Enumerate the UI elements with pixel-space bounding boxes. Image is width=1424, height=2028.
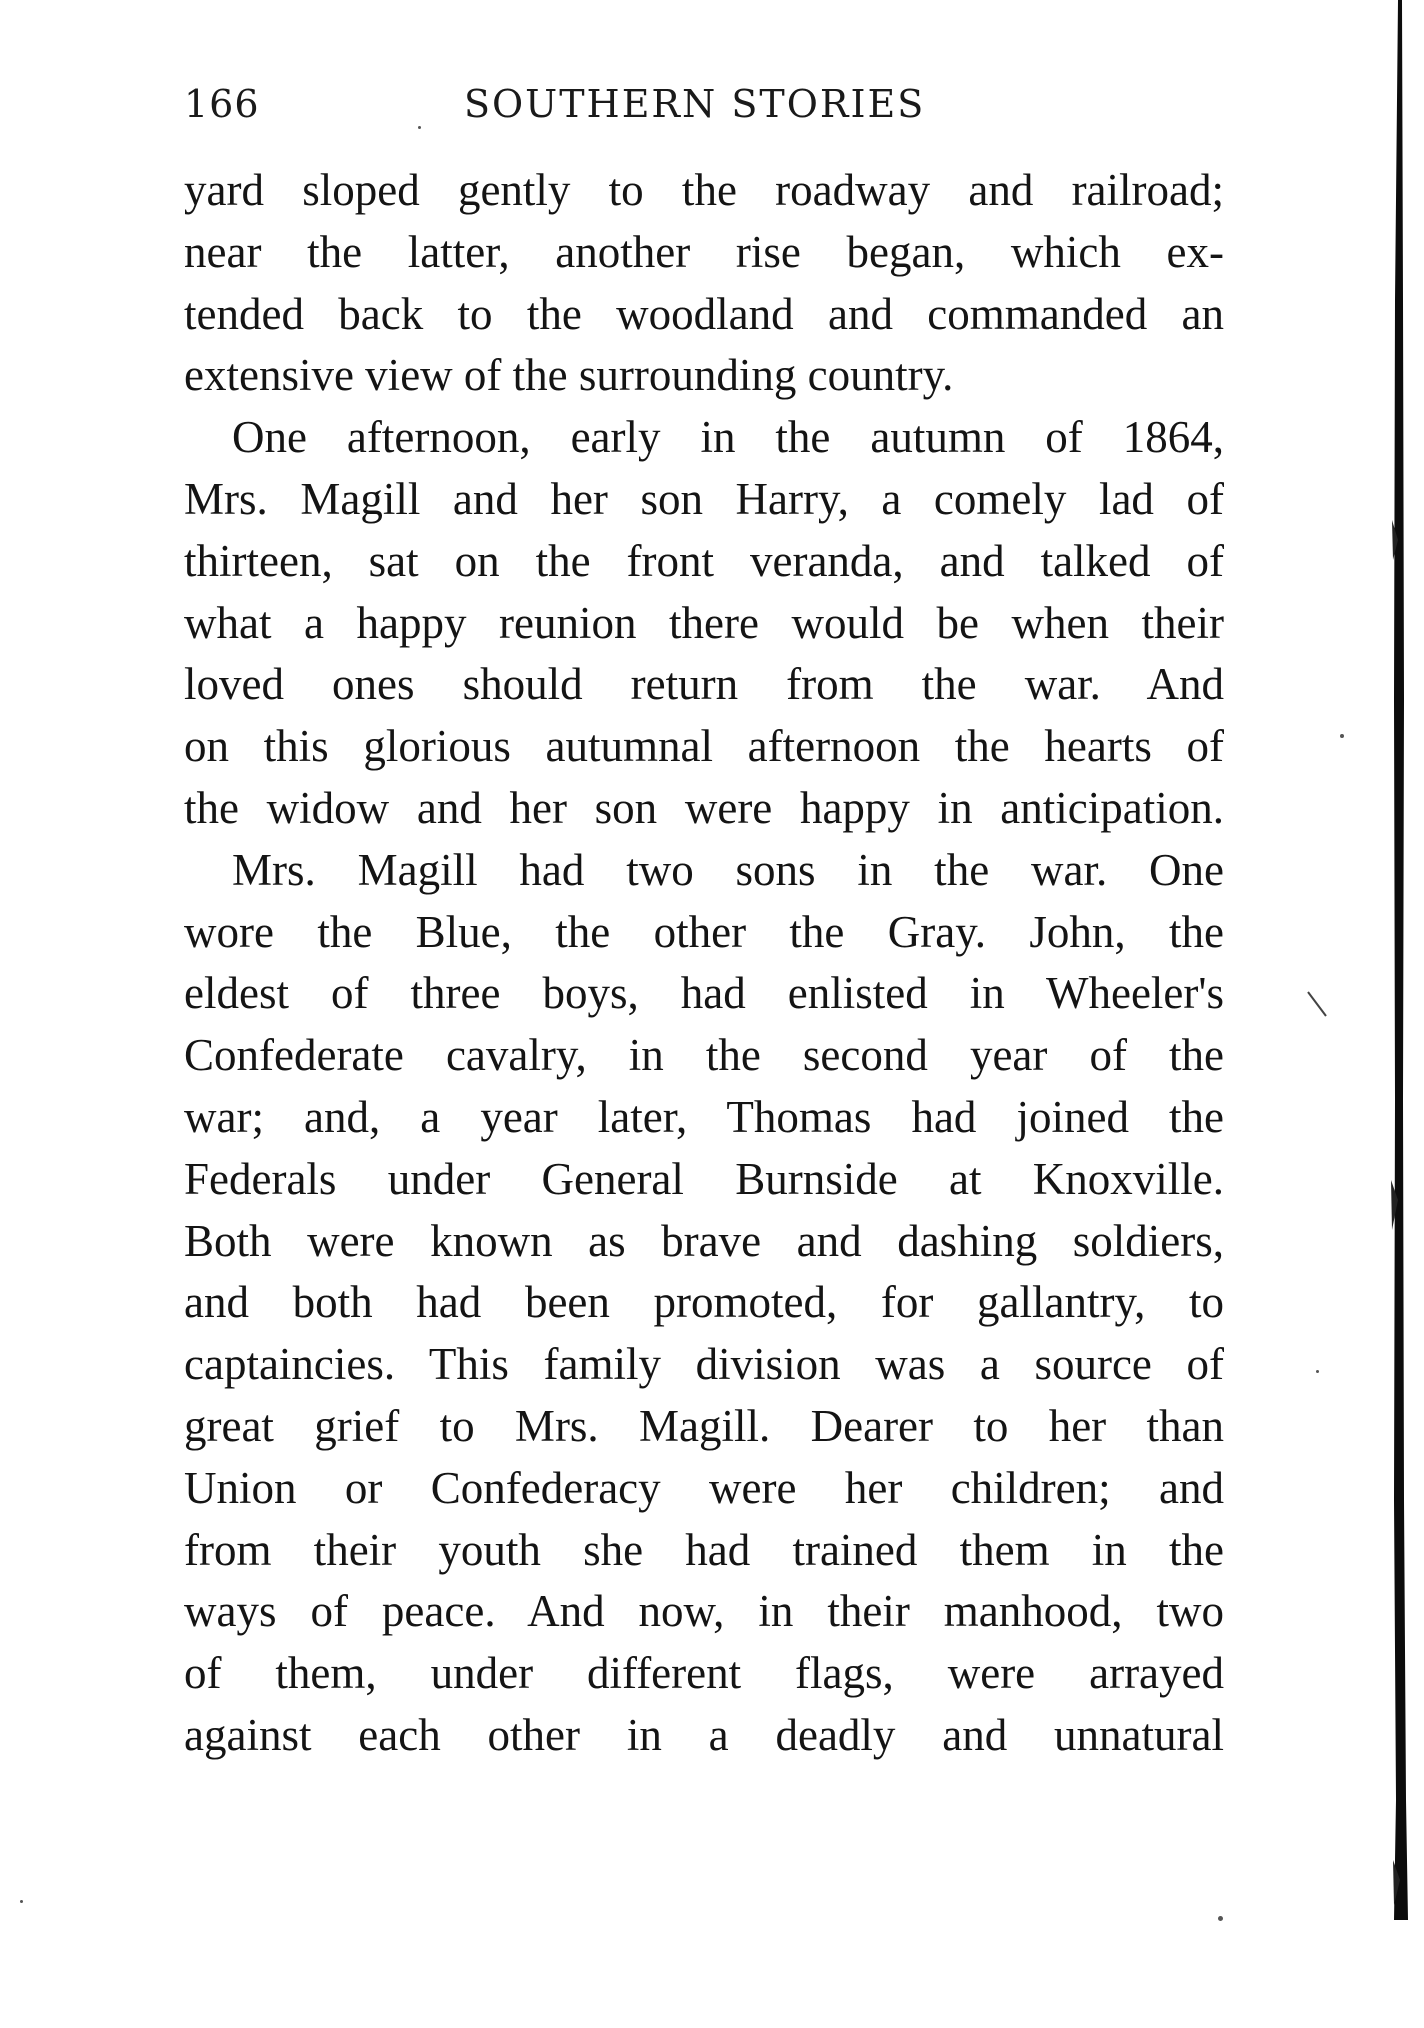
binding-edge-shadow	[1384, 0, 1412, 1920]
text-line: of them, under different flags, were arrayed	[184, 1648, 1224, 1699]
body-text	[184, 160, 1224, 1767]
text-line: Mrs. Magill had two sons in the war. One	[232, 844, 1224, 895]
text-line: thirteen, sat on the front veranda, and talked of	[184, 535, 1224, 586]
text-line: yard sloped gently to the roadway and railroad;	[184, 165, 1224, 215]
paper-speck	[418, 126, 421, 129]
paper-speck	[1316, 1370, 1319, 1373]
text-line: against each other in a deadly and unnatural	[184, 1709, 1224, 1760]
text-line: and both had been promoted, for gallantry, to	[184, 1277, 1224, 1328]
text-line: tended back to the woodland and commanded an	[184, 288, 1224, 339]
text-line: loved ones should return from the war. And	[184, 659, 1224, 710]
paper-speck	[1218, 1916, 1223, 1921]
text-line: Federals under General Burnside at Knoxville.	[184, 1153, 1224, 1204]
text-line: the widow and her son were happy in anticipation.	[184, 782, 1224, 833]
paper-speck	[20, 1900, 23, 1903]
text-line: wore the Blue, the other the Gray. John, the	[184, 906, 1224, 957]
page-number: 166	[184, 82, 260, 126]
text-line: One afternoon, early in the autumn of 1864,	[232, 412, 1224, 463]
text-line: Mrs. Magill and her son Harry, a comely lad of	[184, 473, 1224, 524]
text-line: Confederate cavalry, in the second year of the	[184, 1030, 1224, 1081]
running-title: SOUTHERN STORIES	[464, 82, 926, 126]
stray-mark	[1306, 990, 1330, 1020]
text-line: eldest of three boys, had enlisted in Wheeler's	[184, 968, 1224, 1019]
text-line: on this glorious autumnal afternoon the hearts of	[184, 721, 1224, 772]
text-line: Union or Confederacy were her children; and	[184, 1462, 1224, 1513]
text-line: great grief to Mrs. Magill. Dearer to her than	[184, 1400, 1224, 1451]
text-line: extensive view of the surrounding country.	[184, 350, 954, 401]
text-line: near the latter, another rise began, which ex-	[184, 226, 1224, 277]
text-line: Both were known as brave and dashing soldiers,	[184, 1215, 1224, 1266]
running-head	[184, 82, 1224, 132]
text-line: ways of peace. And now, in their manhood, two	[184, 1586, 1224, 1637]
text-line: from their youth she had trained them in the	[184, 1524, 1224, 1575]
text-line: captaincies. This family division was a source of	[184, 1339, 1224, 1390]
paper-speck	[1340, 734, 1344, 738]
text-line: what a happy reunion there would be when their	[184, 597, 1224, 648]
text-line: war; and, a year later, Thomas had joined the	[184, 1091, 1224, 1142]
